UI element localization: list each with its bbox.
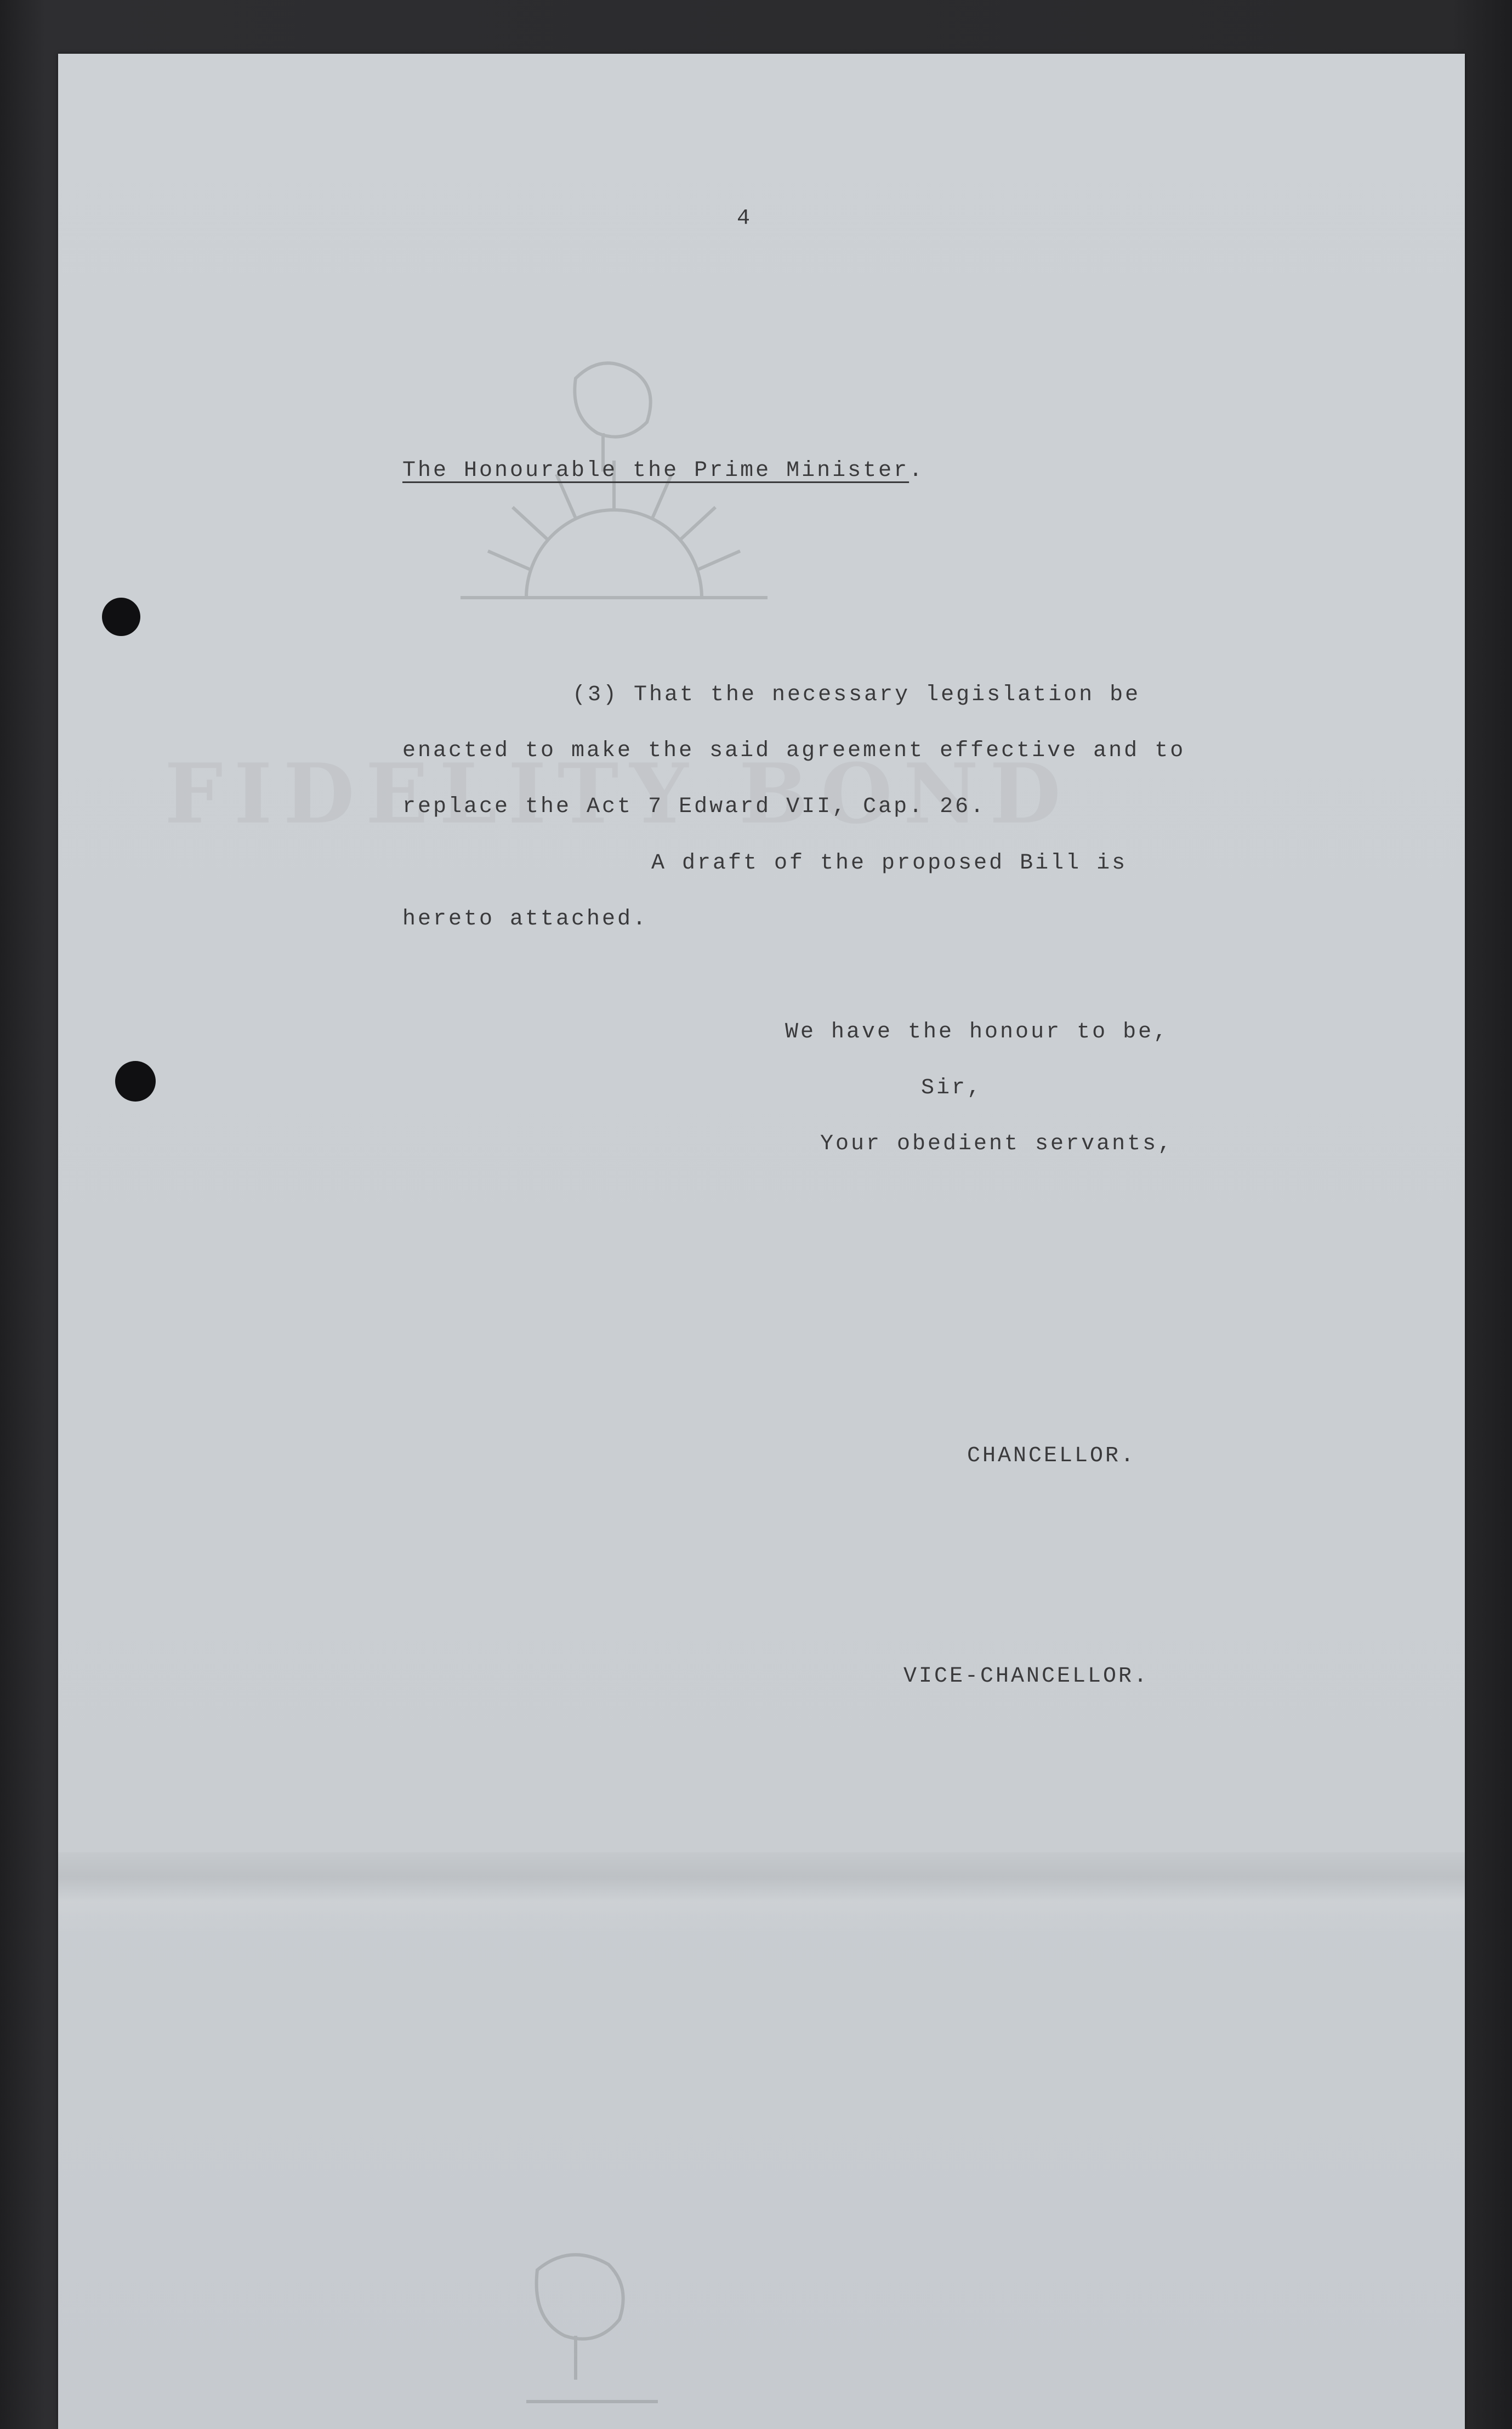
body-line-2: enacted to make the said agreement effective and to (402, 739, 1186, 763)
addressee-period: . (909, 458, 925, 483)
punch-hole-upper (102, 598, 140, 636)
body-line-1: (3) That the necessary legislation be (572, 683, 1141, 707)
body-line-3: replace the Act 7 Edward VII, Cap. 26. (402, 794, 986, 819)
page-number: 4 (737, 206, 753, 231)
punch-hole-lower (115, 1061, 156, 1102)
body-line-4: A draft of the proposed Bill is (651, 851, 1128, 876)
body-line-5: hereto attached. (402, 907, 649, 932)
paper-fold-line (58, 1852, 1465, 1934)
closing-salutation: Sir, (921, 1076, 983, 1100)
watermark-emblem-lower-icon (493, 2237, 691, 2424)
addressee-title: The Honourable the Prime Minister (402, 458, 910, 483)
signatory-vice-chancellor: VICE-CHANCELLOR. (903, 1664, 1150, 1689)
closing-line-3: Your obedient servants, (820, 1132, 1174, 1156)
signatory-chancellor: CHANCELLOR. (967, 1444, 1136, 1468)
closing-line-1: We have the honour to be, (785, 1020, 1169, 1045)
addressee-line (402, 458, 924, 483)
watermark-emblem-icon (439, 340, 789, 647)
